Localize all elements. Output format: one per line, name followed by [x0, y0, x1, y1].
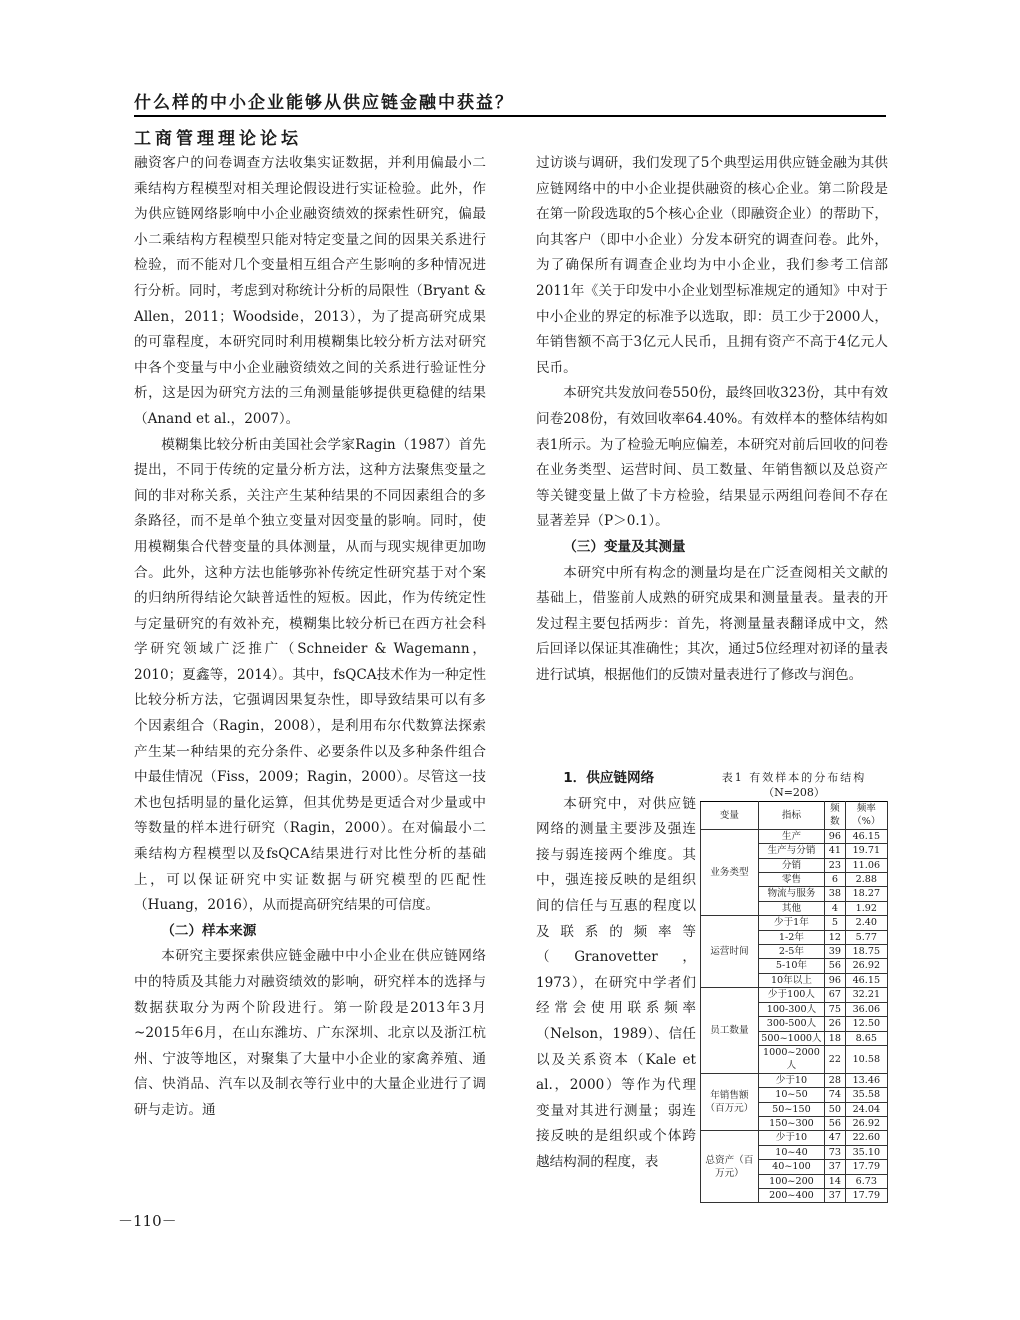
table-cell: 10~50 [758, 1088, 824, 1102]
table-row [701, 829, 888, 843]
subsection-heading: 1．供应链网络 [563, 770, 655, 786]
table-cell: 10~40 [758, 1145, 824, 1159]
table-cell: 11.06 [845, 858, 887, 872]
table-cell: 5-10年 [758, 959, 824, 973]
table-cell: 少于1年 [758, 916, 824, 930]
paragraph: 本研究中，对供应链网络的测量主要涉及强连接与弱连接两个维度。其中，强连接反映的是组织间的信任与互惠的程度以及联系的频率等（Granovetter，1973），在研究中学者们经常会使用联系频率（Nelson，1989）、信任以及关系资本（Kale et al.，2000）等作为代理变量对其进行测量；弱连接反映的是组织或个体跨越结构洞的程度，表 [536, 795, 696, 1170]
table-cell: 22 [825, 1045, 845, 1073]
table-cell: 6 [825, 873, 845, 887]
table-group-cell: 总资产（百万元） [701, 1131, 759, 1203]
paragraph: 过访谈与调研，我们发现了5个典型运用供应链金融为其供应链网络中的中小企业提供融资的核心企业。第二阶段是在第一阶段选取的5个核心企业（即融资企业）的帮助下，向其客户（即中小企业）分发本研究的调查问卷。此外，为了确保所有调查企业均为中小企业，我们参考工信部2011年《关于印发中小企业划型标准规定的通知》中对于中小企业的界定的标准予以选取，即：员工少于2000人，年销售额不高于3亿元人民币，且拥有资产不高于4亿元人民币。 [536, 155, 888, 376]
table-row [701, 916, 888, 930]
table-cell: 2-5年 [758, 945, 824, 959]
table-cell: 41 [825, 844, 845, 858]
paragraph: 本研究中所有构念的测量均是在广泛查阅相关文献的基础上，借鉴前人成熟的研究成果和测量量表。量表的开发过程主要包括两步：首先，将测量量表翻译成中文，然后回译以保证其准确性；其次，通过5位经理对初译的量表进行试填，根据他们的反馈对量表进行了修改与润色。 [536, 564, 888, 683]
table-cell: 6.73 [845, 1174, 887, 1188]
right-column [536, 151, 888, 688]
table-header-row [701, 802, 888, 830]
table-cell: 36.06 [845, 1002, 887, 1016]
table-cell: 分销 [758, 858, 824, 872]
table-cell: 100-300人 [758, 1002, 824, 1016]
table-cell: 少于10 [758, 1131, 824, 1145]
distribution-table [700, 801, 888, 1203]
table-cell: 18.75 [845, 945, 887, 959]
header-rule [134, 115, 886, 117]
table-row [701, 988, 888, 1002]
table-cell: 生产与分销 [758, 844, 824, 858]
table-cell: 2.40 [845, 916, 887, 930]
table-cell: 8.65 [845, 1031, 887, 1045]
table-header-cell: 指标 [758, 802, 824, 830]
table-cell: 1000~2000人 [758, 1045, 824, 1073]
table-cell: 4 [825, 901, 845, 915]
table-cell: 26.92 [845, 959, 887, 973]
table-cell: 50 [825, 1102, 845, 1116]
table-cell: 35.58 [845, 1088, 887, 1102]
table-group-cell: 运营时间 [701, 916, 759, 988]
table-cell: 200~400 [758, 1188, 824, 1202]
left-column [134, 151, 486, 1124]
table-cell: 32.21 [845, 988, 887, 1002]
table-cell: 50~150 [758, 1102, 824, 1116]
table-cell: 75 [825, 1002, 845, 1016]
paragraph: 本研究共发放问卷550份，最终回收323份，其中有效问卷208份，有效回收率64.40%。有效样本的整体结构如表1所示。为了检验无响应偏差，本研究对前后回收的问卷在业务类型、运营时间、员工数量、年销售额以及总资产等关键变量上做了卡方检验，结果显示两组问卷间不存在显著差异（P＞0.1）。 [536, 385, 888, 530]
table-cell: 14 [825, 1174, 845, 1188]
table-cell: 19.71 [845, 844, 887, 858]
table-cell: 24.04 [845, 1102, 887, 1116]
table-cell: 28 [825, 1073, 845, 1087]
paragraph: 本研究主要探索供应链金融中中小企业在供应链网络中的特质及其能力对融资绩效的影响，研究样本的选择与数据获取分为两个阶段进行。第一阶段是2013年3月~2015年6月，在山东潍坊、广东深圳、北京以及浙江杭州、宁波等地区，对聚集了大量中小企业的家禽养殖、通信、快消品、汽车以及制衣等行业中的大量企业进行了调研与走访。通 [134, 948, 486, 1118]
table-cell: 100~200 [758, 1174, 824, 1188]
table-cell: 73 [825, 1145, 845, 1159]
table-cell: 2.88 [845, 873, 887, 887]
table-cell: 其他 [758, 901, 824, 915]
table-cell: 74 [825, 1088, 845, 1102]
table-caption [700, 770, 888, 800]
table-cell: 37 [825, 1188, 845, 1202]
table-row [701, 1073, 888, 1087]
table-cell: 生产 [758, 829, 824, 843]
table-cell: 37 [825, 1160, 845, 1174]
table-header-cell: 频数 [825, 802, 845, 830]
table-group-cell: 年销售额（百万元） [701, 1073, 759, 1131]
table-cell: 物流与服务 [758, 887, 824, 901]
table-cell: 300-500人 [758, 1017, 824, 1031]
table-title: 表1 有效样本的分布结构 [721, 771, 867, 784]
table-subtitle: （N=208） [763, 786, 825, 799]
table-cell: 23 [825, 858, 845, 872]
table-cell: 56 [825, 1116, 845, 1130]
table-cell: 56 [825, 959, 845, 973]
running-header-section: 工商管理理论论坛 [134, 129, 302, 149]
table-cell: 150~300 [758, 1116, 824, 1130]
table-cell: 47 [825, 1131, 845, 1145]
table-cell: 500~1000人 [758, 1031, 824, 1045]
page-number: －110－ [118, 1212, 177, 1230]
table-cell: 10年以上 [758, 973, 824, 987]
table-cell: 1.92 [845, 901, 887, 915]
table-cell: 96 [825, 829, 845, 843]
table-row [701, 1131, 888, 1145]
table-cell: 12.50 [845, 1017, 887, 1031]
table-cell: 5 [825, 916, 845, 930]
paragraph: 模糊集比较分析由美国社会学家Ragin（1987）首先提出，不同于传统的定量分析方法，这种方法聚焦变量之间的非对称关系，关注产生某种结果的不同因素组合的多条路径，而不是单个独立变量对因变量的影响。同时，使用模糊集合代替变量的具体测量，从而与现实规律更加吻合。此外，这种方法也能够弥补传统定性研究基于对个案的归纳所得结论欠缺普适性的短板。因此，作为传统定性与定量研究的有效补充，模糊集比较分析已在西方社会科学研究领域广泛推广（Schneider & Wagemann，2010；夏鑫等，2014）。其中，fsQCA技术作为一种定性比较分析方法，它强调因果复杂性，即导致结果可以有多个因素组合（Ragin，2008），是利用布尔代数算法探索产生某一种结果的充分条件、必要条件以及多种条件组合中最佳情况（Fiss，2009；Ragin，2000）。尽管这一技术也包括明显的量化运算，但其优势是更适合对少量或中等数量的样本进行研究（Ragin，2000）。在对偏最小二乘结构方程模型以及fsQCA结果进行对比性分析的基础上，可以保证研究中实证数据与研究模型的匹配性（Huang，2016），从而提高研究结果的可信度。 [134, 436, 486, 914]
table-cell: 1-2年 [758, 930, 824, 944]
table-group-cell: 业务类型 [701, 829, 759, 915]
table-cell: 96 [825, 973, 845, 987]
table-cell: 26.92 [845, 1116, 887, 1130]
table-cell: 少于100人 [758, 988, 824, 1002]
section-heading: （二）样本来源 [161, 922, 257, 939]
table-cell: 10.58 [845, 1045, 887, 1073]
table-cell: 40~100 [758, 1160, 824, 1174]
table-header-cell: 变量 [701, 802, 759, 830]
table-cell: 13.46 [845, 1073, 887, 1087]
table-cell: 5.77 [845, 930, 887, 944]
table-cell: 46.15 [845, 973, 887, 987]
table-group-cell: 员工数量 [701, 988, 759, 1073]
paragraph: 融资客户的问卷调查方法收集实证数据，并利用偏最小二乘结构方程模型对相关理论假设进行实证检验。此外，作为供应链网络影响中小企业融资绩效的探索性研究，偏最小二乘结构方程模型只能对特定变量之间的因果关系进行检验，而不能对几个变量相互组合产生影响的多种情况进行分析。同时，考虑到对称统计分析的局限性（Bryant & Allen，2011；Woodside，2013），为了提高研究成果的可靠程度，本研究同时利用模糊集比较分析方法对研究中各个变量与中小企业融资绩效之间的关系进行验证性分析，这是因为研究方法的三角测量能够提供更稳健的结果（Anand et al.，2007）。 [134, 155, 486, 427]
right-column-wrap [536, 766, 696, 1176]
table-cell: 17.79 [845, 1160, 887, 1174]
table-cell: 12 [825, 930, 845, 944]
table-cell: 18 [825, 1031, 845, 1045]
table-cell: 零售 [758, 873, 824, 887]
table-header-cell: 频率（%） [845, 802, 887, 830]
table-cell: 22.60 [845, 1131, 887, 1145]
table-cell: 38 [825, 887, 845, 901]
table-cell: 少于10 [758, 1073, 824, 1087]
table-cell: 46.15 [845, 829, 887, 843]
table-cell: 35.10 [845, 1145, 887, 1159]
table-cell: 67 [825, 988, 845, 1002]
table-cell: 39 [825, 945, 845, 959]
table-cell: 26 [825, 1017, 845, 1031]
running-header-title: 什么样的中小企业能够从供应链金融中获益？ [134, 93, 514, 113]
table-cell: 17.79 [845, 1188, 887, 1202]
table-cell: 18.27 [845, 887, 887, 901]
section-heading: （三）变量及其测量 [563, 538, 686, 555]
